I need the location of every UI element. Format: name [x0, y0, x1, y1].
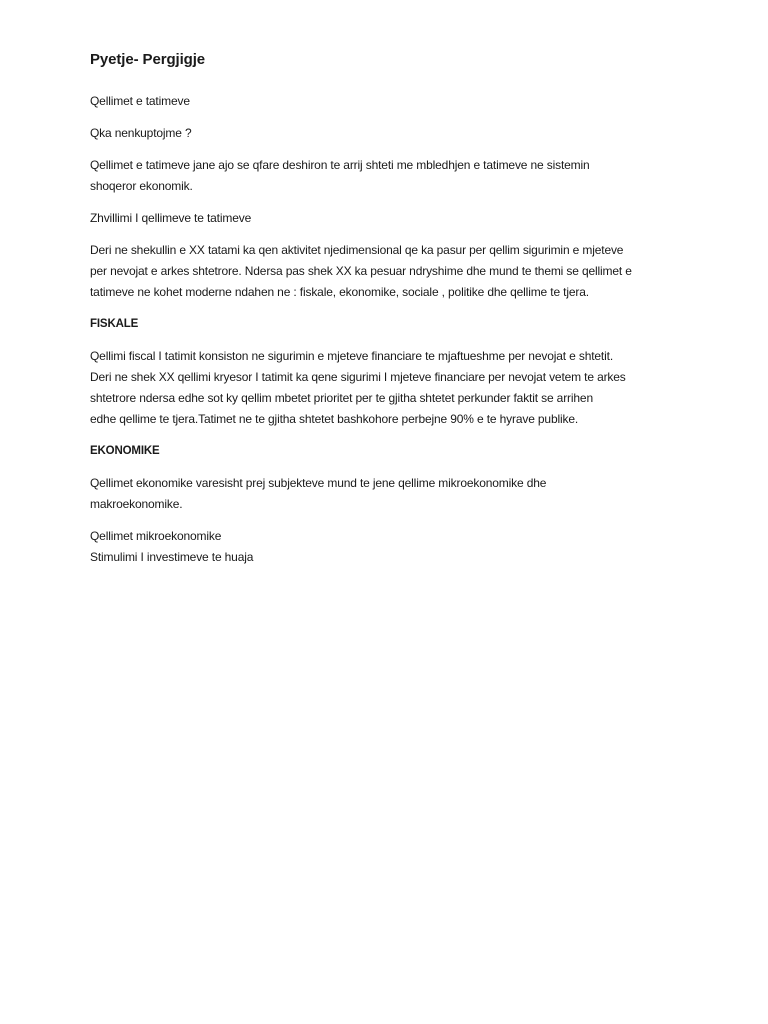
development-line: tatimeve ne kohet moderne ndahen ne : fiskale, ekonomike, sociale , politike dhe qellime te tjera.	[90, 285, 589, 299]
economic-line: makroekonomike.	[90, 497, 183, 511]
development-line: per nevojat e arkes shtetrore. Ndersa pas shek XX ka pesuar ndryshime dhe mund te themi se qellimet e	[90, 264, 632, 278]
heading-fiskale: FISKALE	[90, 318, 139, 330]
definition-line: shoqeror ekonomik.	[90, 179, 193, 193]
definition-paragraph	[90, 155, 690, 197]
micro-heading-text: Qellimet mikroekonomike	[90, 529, 222, 543]
development-line: Deri ne shekullin e XX tatami ka qen aktivitet njedimensional qe ka pasur per qellim sigurimin e mjeteve	[90, 243, 624, 257]
fiscal-paragraph	[90, 346, 690, 430]
section-heading-qellimet: Qellimet e tatimeve	[90, 94, 190, 108]
question-text: Qka nenkuptojme ?	[90, 126, 192, 140]
heading-ekonomike: EKONOMIKE	[90, 445, 160, 457]
micro-item: Stimulimi I investimeve te huaja	[90, 550, 254, 564]
development-paragraph	[90, 240, 690, 303]
economic-line: Qellimet ekonomike varesisht prej subjekteve mund te jene qellime mikroekonomike dhe	[90, 476, 547, 490]
fiscal-line: edhe qellime te tjera.Tatimet ne te gjitha shtetet bashkohore perbejne 90% e te hyrave publike.	[90, 412, 579, 426]
fiscal-line: shtetrore ndersa edhe sot ky qellim mbetet prioritet per te gjitha shtetet perkunder faktit se arrihen	[90, 391, 593, 405]
fiscal-line: Deri ne shek XX qellimi kryesor I tatimit ka qene sigurimi I mjeteve financiare per nevojat vetem te arkes	[90, 370, 626, 384]
section-heading-zhvillimi: Zhvillimi I qellimeve te tatimeve	[90, 211, 252, 225]
micro-heading	[90, 526, 690, 568]
document-title: Pyetje- Pergjigje	[90, 51, 206, 68]
document-body	[90, 50, 690, 568]
definition-line: Qellimet e tatimeve jane ajo se qfare deshiron te arrij shteti me mbledhjen e tatimeve ne sistemin	[90, 158, 590, 172]
fiscal-line: Qellimi fiscal I tatimit konsiston ne sigurimin e mjeteve financiare te mjaftueshme per nevojat e shtetit.	[90, 349, 613, 363]
economic-paragraph	[90, 473, 690, 515]
